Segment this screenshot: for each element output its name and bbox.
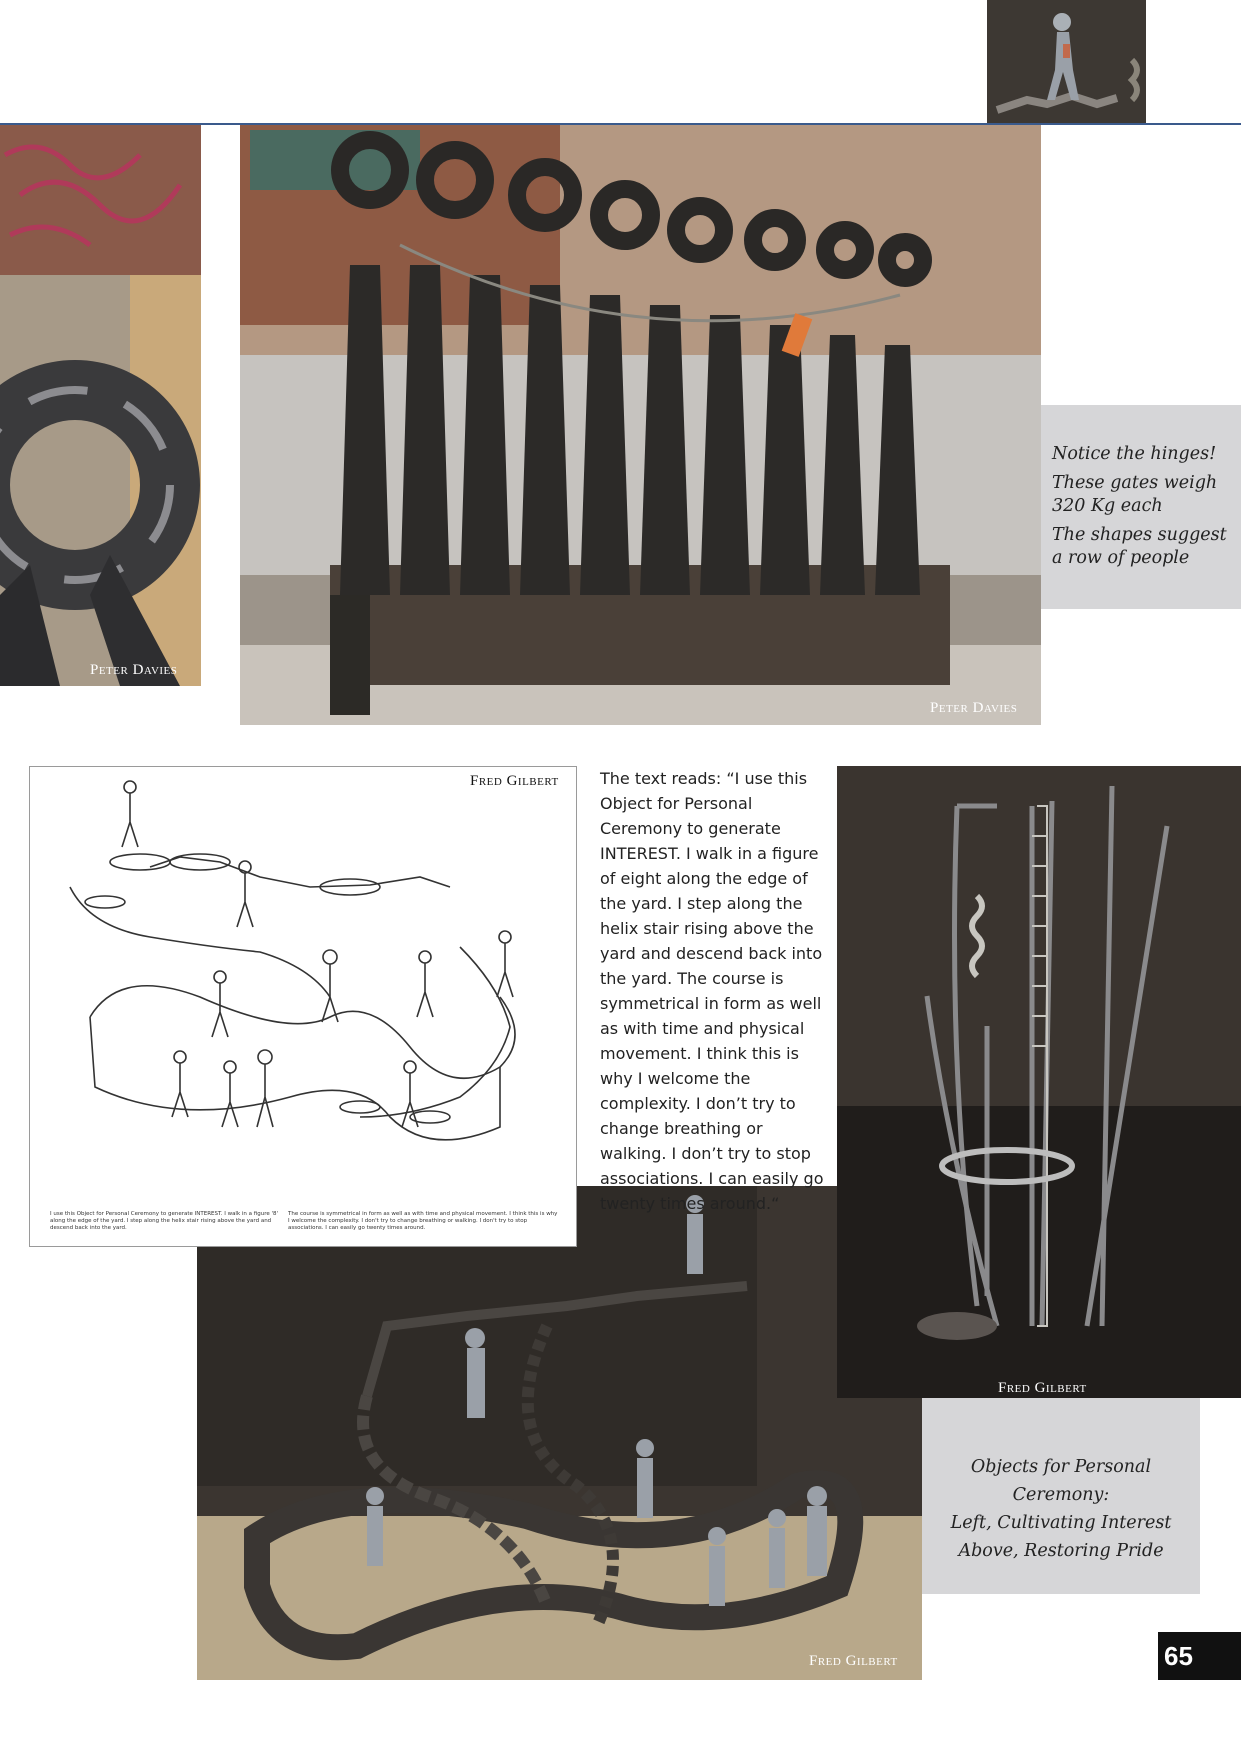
sketch-credit: Fred Gilbert: [470, 773, 559, 789]
sketch-caption-right: The course is symmetrical in form as well as with time and physical movement. I think this is why I welcome the complexity. I don't try to change breathing or walking. I don't try to stop associations. I can easily go twenty times around.: [288, 1211, 558, 1231]
helix-sketch-drawing: [29, 766, 577, 1247]
note-line: The shapes suggest a row of people: [1052, 525, 1227, 568]
note-text: [1052, 443, 1237, 576]
note-line: Notice the hinges!: [1052, 444, 1217, 464]
ring-detail-photo: [0, 125, 201, 686]
note-line: These gates weigh 320 Kg each: [1052, 473, 1218, 516]
helix-photo-credit: Fred Gilbert: [809, 1653, 898, 1669]
thumbnail-photo: [987, 0, 1146, 123]
gates-photo-credit: Peter Davies: [930, 700, 1018, 716]
vessel-sculpture-photo: [837, 766, 1241, 1398]
helix-sculpture-photo: [197, 1186, 922, 1680]
caption-line: Above, Restoring Pride: [958, 1541, 1164, 1561]
quote-text: The text reads: “I use this Object for Personal Ceremony to generate INTEREST. I walk in a figure of eight along the edge of the yard. I step along the helix stair rising above the yard and descend back into the yard. The course is symmetrical in form as well as with time and physical movement. I think this is why I welcome the complexity. I don’t try to change breathing or walking. I don’t try to stop associations. I can easily go twenty times around.“: [600, 769, 824, 1213]
ring-photo-credit: Peter Davies: [90, 662, 178, 678]
caption-text: [922, 1453, 1200, 1565]
page-number: 65: [1158, 1632, 1241, 1680]
caption-line: Left, Cultivating Interest: [950, 1513, 1172, 1533]
caption-line: Objects for Personal Ceremony:: [970, 1457, 1152, 1505]
vessel-photo-credit: Fred Gilbert: [998, 1380, 1087, 1396]
gates-photo: [240, 125, 1041, 725]
sketch-caption-left: I use this Object for Personal Ceremony to generate INTEREST. I walk in a figure '8' along the edge of the yard. I step along the helix stair rising above the yard and descend back into the yard.: [50, 1211, 279, 1231]
